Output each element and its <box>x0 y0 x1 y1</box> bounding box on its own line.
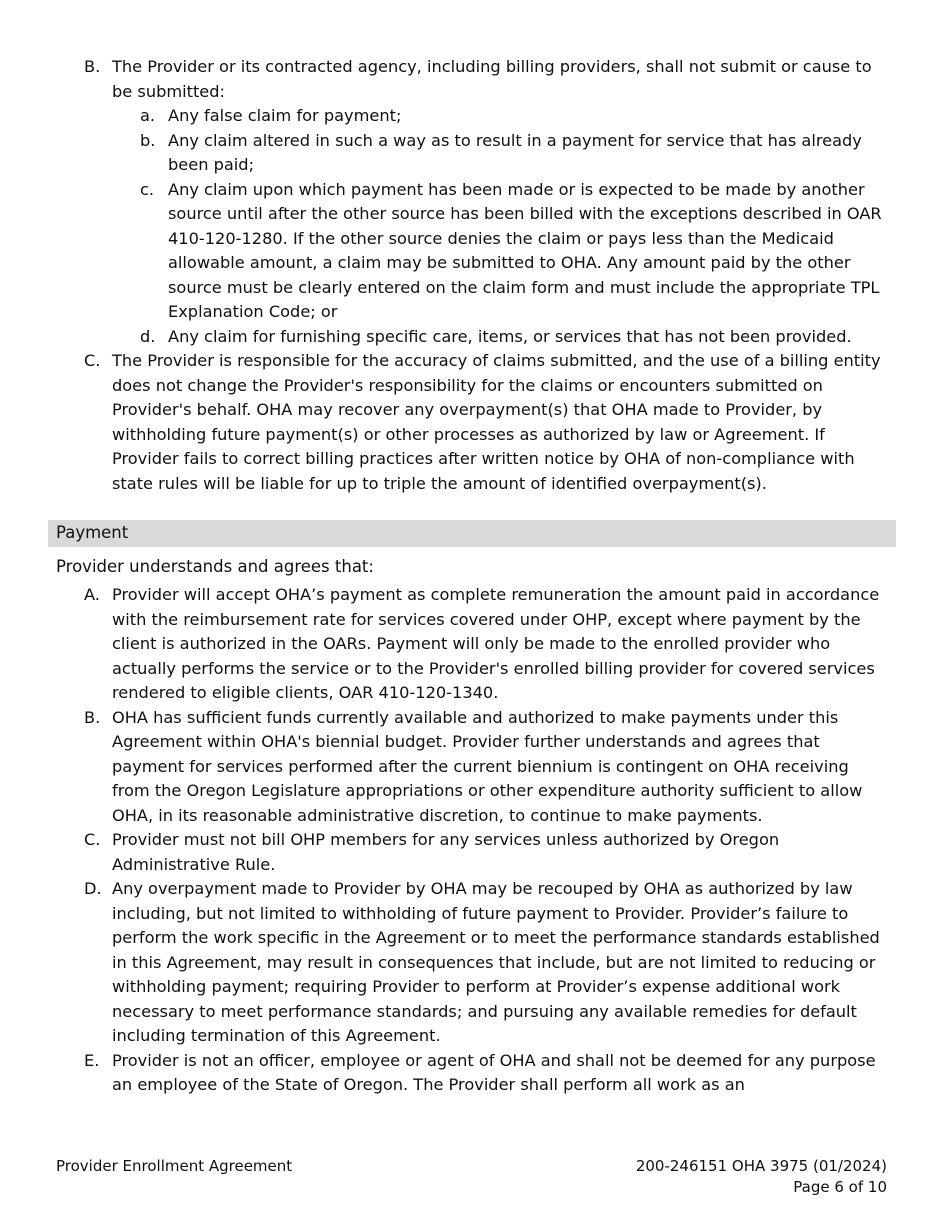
item-text: Provider must not bill OHP members for any services unless authorized by Oregon Administrative Rule. <box>112 830 780 874</box>
payment-intro: Provider understands and agrees that: <box>56 557 374 576</box>
item-marker: A. <box>84 585 100 604</box>
item-marker: C. <box>84 351 101 370</box>
payment-item-d <box>0 877 950 1049</box>
section-heading: Payment <box>56 523 129 542</box>
sub-text: Any false claim for payment; <box>168 106 402 125</box>
sub-marker: d. <box>140 326 156 346</box>
payment-item-e <box>0 1049 950 1098</box>
item-marker: D. <box>84 879 102 898</box>
sub-list <box>112 104 890 349</box>
item-text: The Provider is responsible for the accuracy of claims submitted, and the use of a billing entity does not change the Provider's responsibility for the claims or encounters submitted on Provider's behalf. OHA may recover any overpayment(s) that OHA made to Provider, by withholding future payment(s) or other processes as authorized by law or Agreement. If Provider fails to correct billing practices after written notice by OHA of non-compliance with state rules will be liable for up to triple the amount of identified overpayment(s). <box>112 351 881 493</box>
payment-item-b <box>0 706 950 829</box>
payment-item-c <box>0 828 950 877</box>
sub-item-c <box>112 178 890 325</box>
footer-page-number: Page 6 of 10 <box>793 1178 887 1196</box>
footer-title: Provider Enrollment Agreement <box>56 1157 293 1175</box>
item-marker: B. <box>84 57 101 76</box>
payment-item-a <box>0 583 950 706</box>
list-item-b <box>0 55 950 349</box>
item-marker: B. <box>84 707 101 727</box>
sub-text: Any claim for furnishing specific care, items, or services that has not been provided. <box>168 326 852 346</box>
item-text: OHA has sufficient funds currently available and authorized to make payments under this Agreement within OHA's biennial budget. Provider further understands and agrees that payment for services performed after the current biennium is contingent on OHA receiving from the Oregon Legislature appropriations or other expenditure authority sufficient to allow OHA, in its reasonable administrative discretion, to continue to make payments. <box>112 707 863 825</box>
item-text: Any overpayment made to Provider by OHA may be recouped by OHA as authorized by law including, but not limited to withholding of future payment to Provider. Provider’s failure to perform the work specific in the Agreement or to meet the performance standards established in this Agreement, may result in consequences that include, but are not limited to reducing or withholding payment; requiring Provider to perform at Provider’s expense additional work necessary to meet performance standards; and pursuing any available remedies for default including termination of this Agreement. <box>112 879 880 1045</box>
sub-marker: c. <box>140 179 155 199</box>
item-text: Provider is not an officer, employee or agent of OHA and shall not be deemed for any purpose an employee of the State of Oregon. The Provider shall perform all work as an <box>112 1050 876 1094</box>
list-item-c <box>0 349 950 496</box>
claims-list <box>0 55 950 496</box>
sub-text: Any claim upon which payment has been made or is expected to be made by another source until after the other source has been billed with the exceptions described in OAR 410-120-1280. If the other source denies the claim or pays less than the Medicaid allowable amount, a claim may be submitted to OHA. Any amount paid by the other source must be clearly entered on the claim form and must include the appropriate TPL Explanation Code; or <box>168 179 882 321</box>
item-marker: C. <box>84 830 101 849</box>
item-text: The Provider or its contracted agency, including billing providers, shall not submit or cause to be submitted: <box>112 57 872 101</box>
sub-item-a <box>112 104 890 129</box>
sub-text: Any claim altered in such a way as to result in a payment for service that has already been paid; <box>168 130 862 174</box>
sub-marker: b. <box>140 130 156 150</box>
sub-item-d <box>112 325 890 350</box>
sub-item-b <box>112 129 890 178</box>
section-heading-band <box>48 520 896 547</box>
sub-marker: a. <box>140 106 156 125</box>
footer-form-id: 200-246151 OHA 3975 (01/2024) <box>635 1157 887 1175</box>
item-text: Provider will accept OHA’s payment as complete remuneration the amount paid in accordance with the reimbursement rate for services covered under OHP, except where payment by the client is authorized in the OARs. Payment will only be made to the enrolled provider who actually performs the service or to the Provider's enrolled billing provider for covered services rendered to eligible clients, OAR 410-120-1340. <box>112 585 880 702</box>
item-marker: E. <box>84 1050 100 1070</box>
payment-list <box>0 583 950 1098</box>
